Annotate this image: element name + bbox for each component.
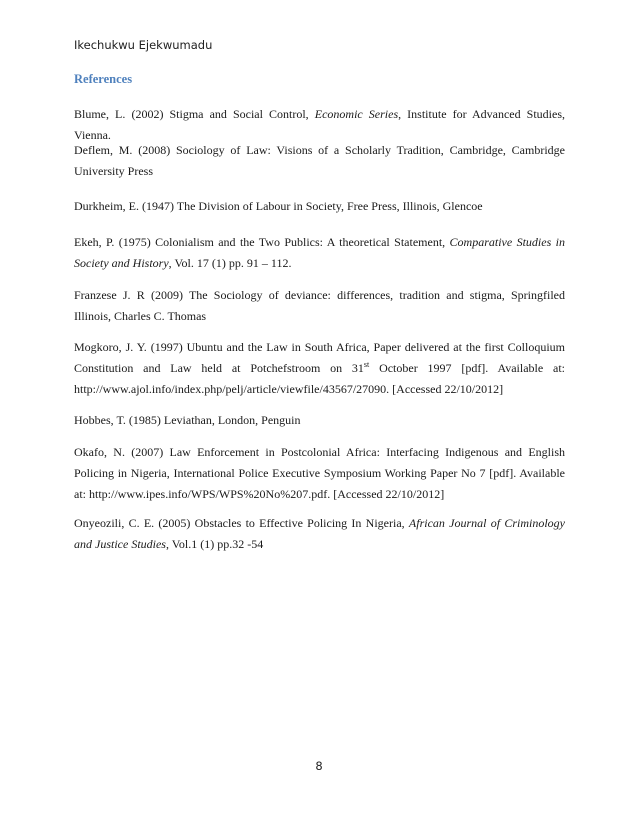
reference-entry: Blume, L. (2002) Stigma and Social Control, Economic Series, Institute for Advanced Studies, Vienna.: [74, 107, 566, 142]
reference-entry: Okafo, N. (2007) Law Enforcement in Postcolonial Africa: Interfacing Indigenous and English Policing in Nigeria, International Police Executive Symposium Working Paper No 7 [pdf]. Available at: http://www.ipes.info/WPS/WPS%20No%207.pdf. [Accessed 22/10/2012]: [74, 445, 565, 501]
reference-entry: Hobbes, T. (1985) Leviathan, London, Penguin: [74, 413, 301, 427]
page-number: 8: [315, 759, 323, 773]
reference-entry: Onyeozili, C. E. (2005) Obstacles to Effective Policing In Nigeria, African Journal of Criminology and Justice Studies, Vol.1 (1) pp.32 -54: [74, 516, 565, 551]
references-heading: References: [74, 72, 133, 86]
reference-entry: Mogkoro, J. Y. (1997) Ubuntu and the Law in South Africa, Paper delivered at the first Colloquium Constitution and Law held at Potchefstroom on 31st October 1997 [pdf]. Available at: http://www.ajol.info/index.php/pelj/article/viewfile/43567/27090. [Accessed 22/10/2012]: [74, 340, 565, 396]
reference-entry: Durkheim, E. (1947) The Division of Labour in Society, Free Press, Illinois, Glencoe: [74, 199, 483, 213]
reference-entry: Ekeh, P. (1975) Colonialism and the Two Publics: A theoretical Statement, Comparative Studies in Society and History, Vol. 17 (1) pp. 91 – 112.: [74, 235, 565, 270]
running-header-author: Ikechukwu Ejekwumadu: [74, 38, 213, 52]
reference-entry: Franzese J. R (2009) The Sociology of deviance: differences, tradition and stigma, Springfiled Illinois, Charles C. Thomas: [74, 288, 565, 323]
reference-entry: Deflem, M. (2008) Sociology of Law: Visions of a Scholarly Tradition, Cambridge, Cambridge University Press: [74, 143, 565, 178]
